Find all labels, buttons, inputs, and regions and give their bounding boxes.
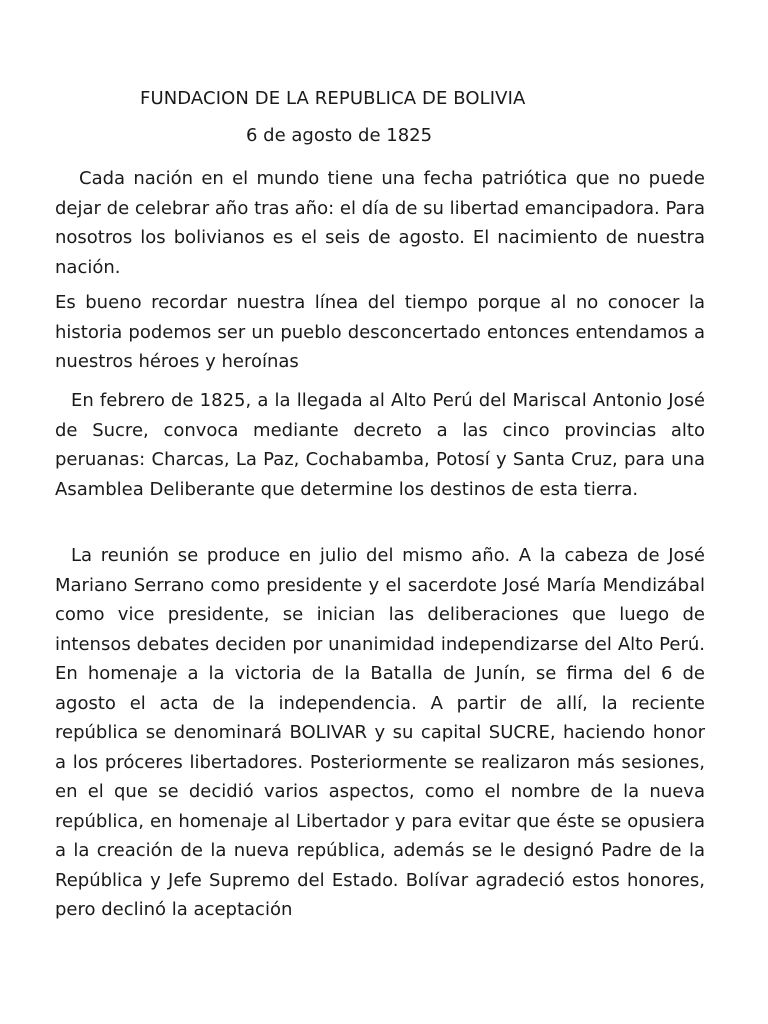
document-title: FUNDACION DE LA REPUBLICA DE BOLIVIA	[140, 88, 526, 109]
paragraph-history: Es bueno recordar nuestra línea del tiempo porque al no conocer la historia podemos ser un pueblo desconcertado entonces entendamos a nuestros héroes y heroínas	[55, 292, 705, 372]
document-date: 6 de agosto de 1825	[246, 125, 433, 146]
paragraph-february-1825: En febrero de 1825, a la llegada al Alto Perú del Mariscal Antonio José de Sucre, convoca mediante decreto a las cinco provincias alto peruanas: Charcas, La Paz, Cochabamba, Potosí y Santa Cruz, para una Asamblea Deliberante que determine los destinos de esta tierra.	[55, 390, 705, 500]
paragraph-july-assembly: La reunión se produce en julio del mismo año. A la cabeza de José Mariano Serrano como presidente y el sacerdote José María Mendizábal como vice presidente, se inician las deliberaciones que luego de intensos debates deciden por unanimidad independizarse del Alto Perú. En homenaje a la victoria de la Batalla de Junín, se firma del 6 de agosto el acta de la independencia. A partir de allí, la reciente república se denominará BOLIVAR y su capital SUCRE, haciendo honor a los próceres libertadores. Posteriormente se realizaron más sesiones, en el que se decidió varios aspectos, como el nombre de la nueva república, en homenaje al Libertador y para evitar que éste se opusiera a la creación de la nueva república, además se le designó Padre de la República y Jefe Supremo del Estado. Bolívar agradeció estos honores, pero declinó la aceptación	[55, 545, 705, 920]
paragraph-intro: Cada nación en el mundo tiene una fecha patriótica que no puede dejar de celebrar año tras año: el día de su libertad emancipadora. Para nosotros los bolivianos es el seis de agosto. El nacimiento de nuestra nación.	[55, 168, 705, 278]
